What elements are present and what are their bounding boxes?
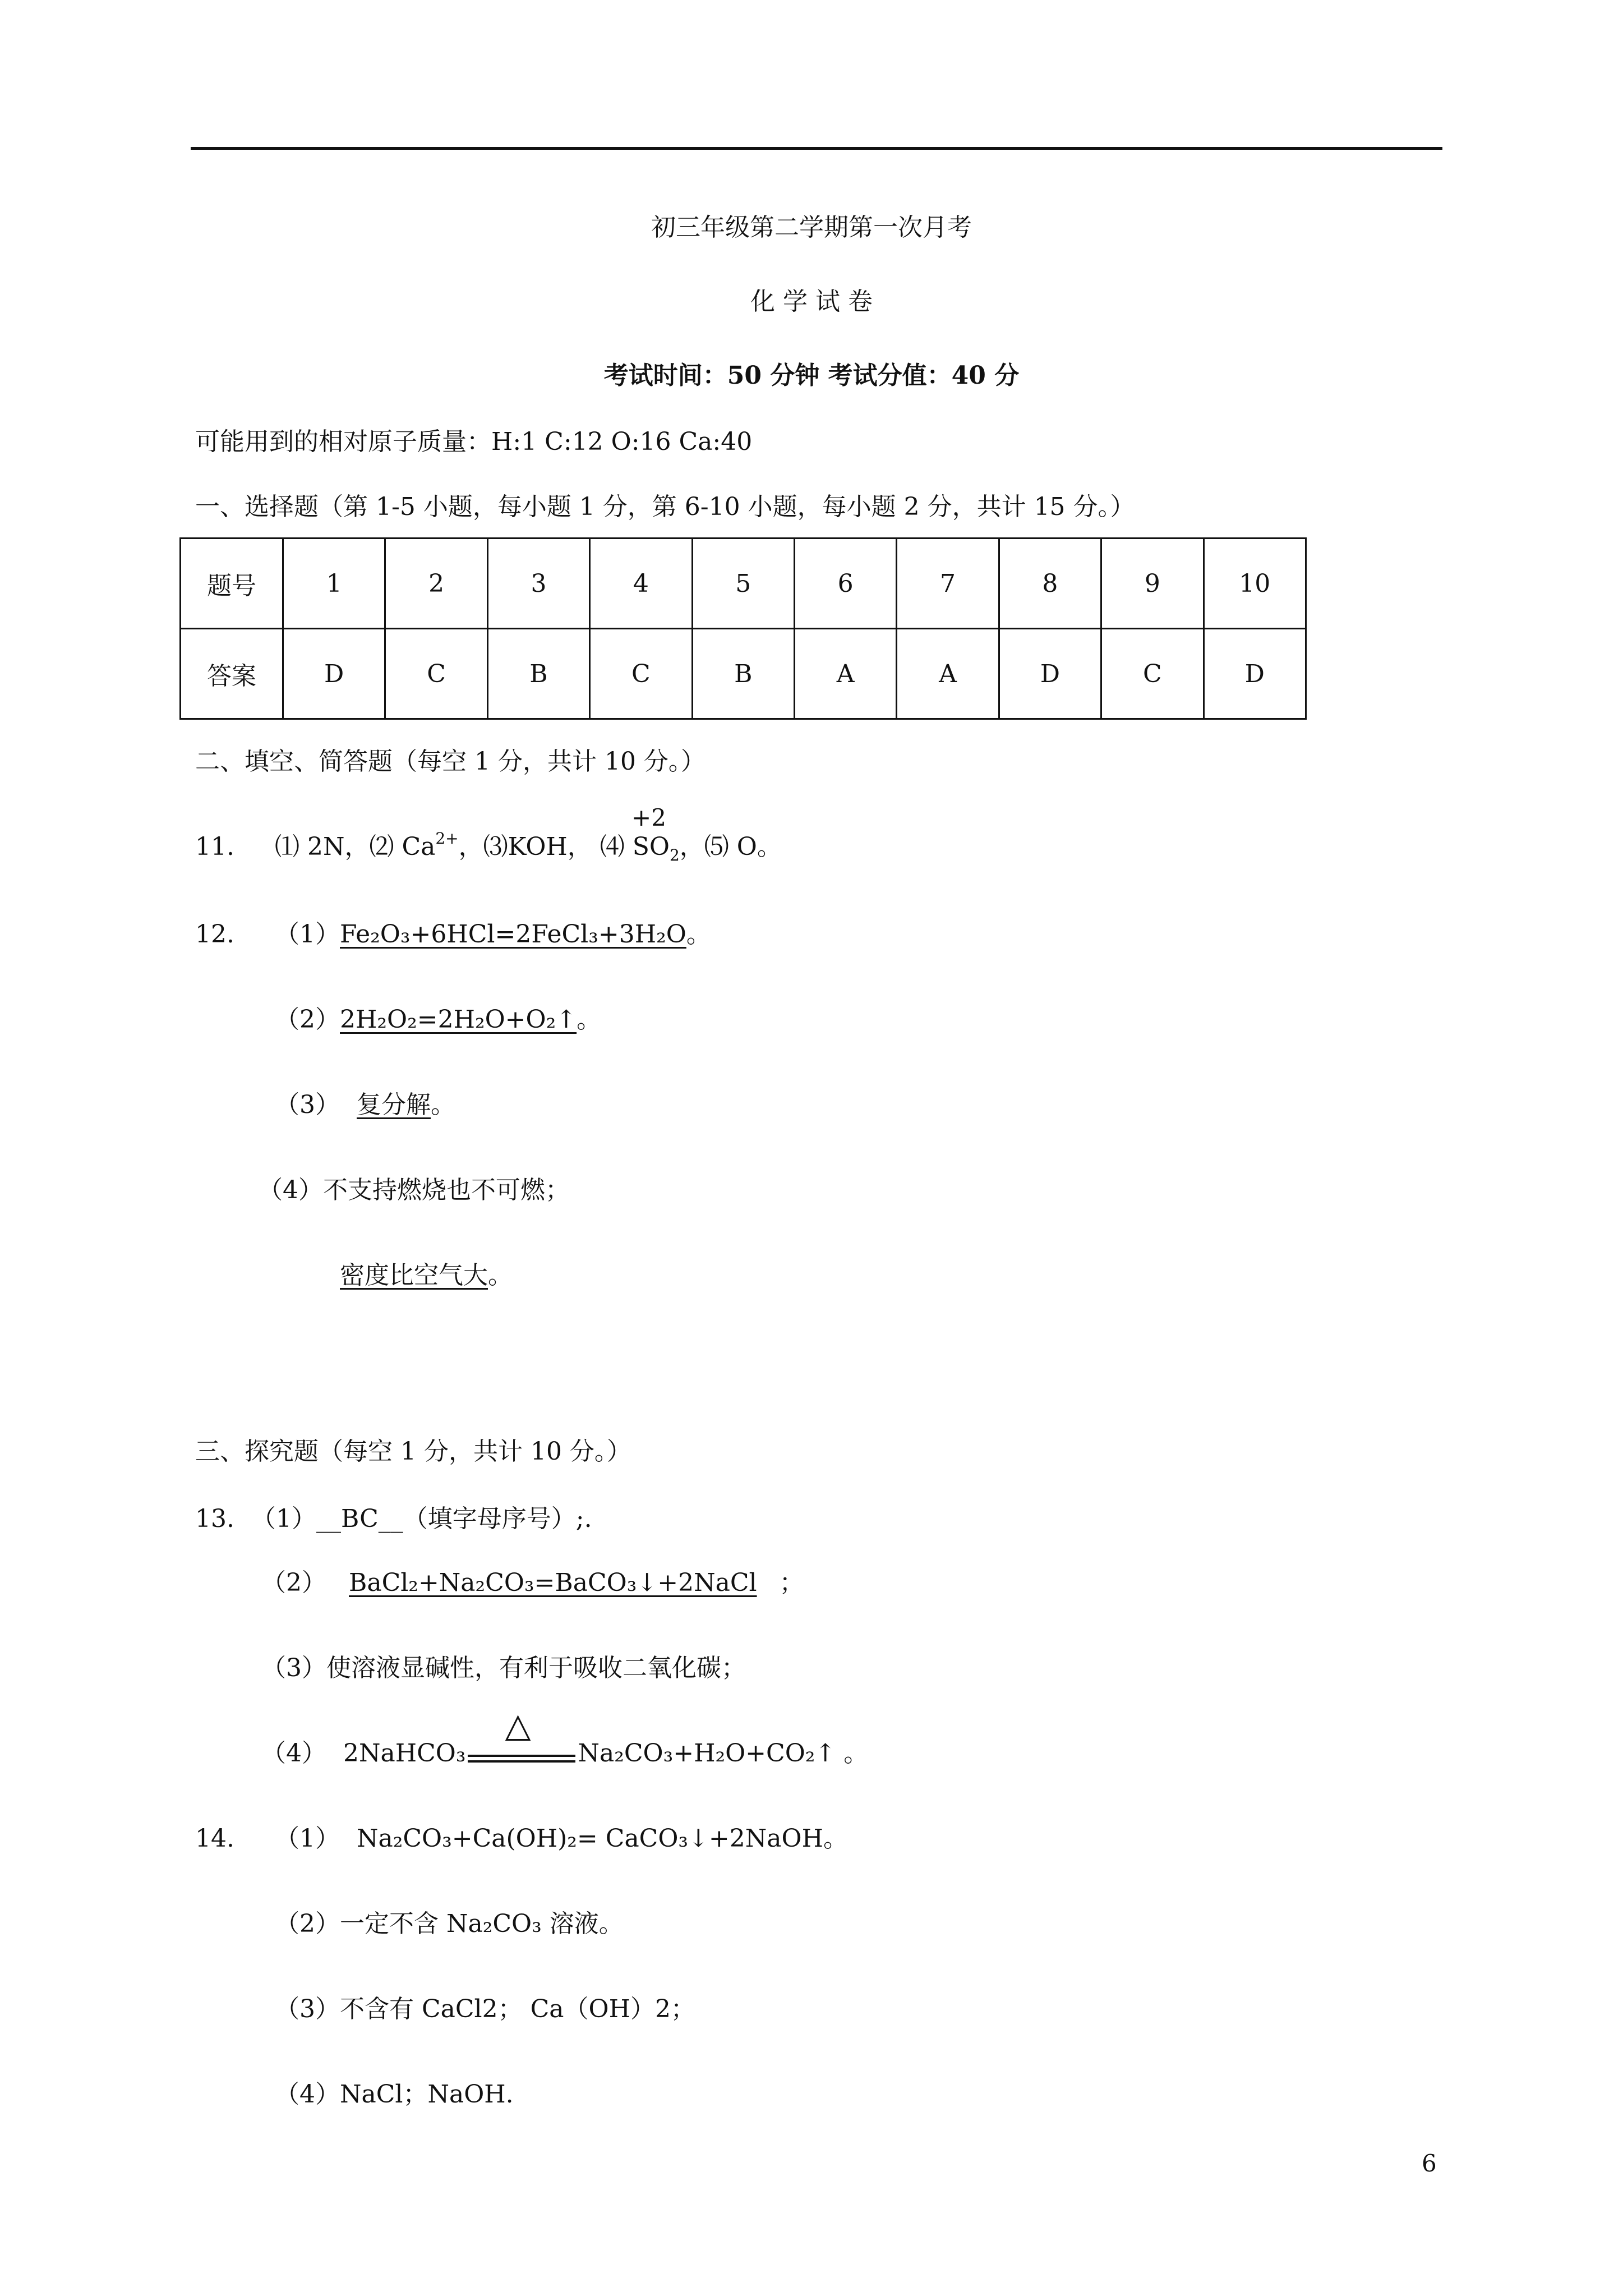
- answer-cell: B: [692, 629, 794, 719]
- q13-blank-1: __BC__: [316, 1504, 403, 1533]
- answer-cell: D: [1204, 629, 1306, 719]
- section3-heading: 三、探究题（每空 1 分，共计 10 分。）: [195, 1437, 631, 1466]
- q11-part3: ，⑸ O。: [679, 832, 782, 861]
- table-row-answers: [181, 629, 1306, 719]
- row-label-answer: 答案: [181, 629, 283, 719]
- q13-end-2: ；: [779, 1568, 804, 1597]
- q11-part1: ⑴ 2N，⑵ Ca: [274, 832, 436, 861]
- answer-cell: D: [999, 629, 1101, 719]
- q12-answer-1: [275, 919, 711, 950]
- answer-cell: B: [487, 629, 589, 719]
- question-number: 3: [487, 539, 589, 629]
- q13-answer-3: [261, 1653, 746, 1684]
- question-number: 5: [692, 539, 794, 629]
- question-number: 6: [794, 539, 896, 629]
- q12-label-1: （1）: [275, 920, 340, 949]
- question-number: 2: [385, 539, 487, 629]
- q12-end-2: 。: [577, 1005, 602, 1034]
- q12-number: 12.: [195, 920, 234, 949]
- calcium-charge: 2+: [435, 829, 459, 848]
- q12-answer-4b: [340, 1260, 513, 1291]
- q13-equation-2: BaCl₂+Na₂CO₃=BaCO₃↓+2NaCl: [349, 1568, 757, 1597]
- q14-equation-1: Na₂CO₃+Ca(OH)₂= CaCO₃↓+2NaOH。: [357, 1824, 848, 1853]
- answer-cell: D: [283, 629, 385, 719]
- paper-subtitle: 化 学 试 卷: [750, 287, 873, 316]
- exam-title: 初三年级第二学期第一次月考: [651, 213, 972, 242]
- q14-label-1: （1）: [275, 1824, 340, 1853]
- q14-answer-1: [275, 1823, 848, 1855]
- q14-text-4: NaCl；NaOH.: [340, 2080, 514, 2109]
- q14-label-2: （2）: [275, 1910, 340, 1938]
- q13-label-4: （4）: [261, 1739, 326, 1768]
- answer-table: [179, 537, 1307, 720]
- answer-cell: A: [897, 629, 999, 719]
- q11-part2: ，⑶KOH， ⑷ SO: [458, 832, 670, 861]
- q11-answer: [195, 831, 782, 863]
- question-number: 4: [590, 539, 692, 629]
- answer-cell: C: [590, 629, 692, 719]
- q12-answer-3: [275, 1089, 455, 1121]
- q13-suffix-1: （填字母序号）;.: [403, 1504, 592, 1533]
- q12-end-3: 。: [431, 1091, 455, 1119]
- q12-label-3: （3）: [275, 1091, 340, 1119]
- question-number: 7: [897, 539, 999, 629]
- question-number: 8: [999, 539, 1101, 629]
- question-number: 1: [283, 539, 385, 629]
- question-number: 9: [1101, 539, 1204, 629]
- q14-number: 14.: [195, 1824, 234, 1853]
- valence-mark: +2: [631, 804, 666, 831]
- q13-label-3: （3）: [261, 1654, 326, 1682]
- q12-equation-1: Fe₂O₃+6HCl=2FeCl₃+3H₂O: [340, 920, 686, 949]
- q13-number: 13.: [195, 1504, 234, 1533]
- q12-end-4: 。: [488, 1261, 513, 1290]
- page-number: 6: [1422, 2150, 1437, 2177]
- q12-answer-2: [275, 1004, 601, 1036]
- q13-label-1: （1）: [251, 1504, 316, 1533]
- exam-info: 考试时间：50 分钟 考试分值：40 分: [603, 361, 1020, 390]
- q14-text-3: （3）不含有 CaCl2； Ca（OH）2；: [275, 1995, 695, 2023]
- atomic-mass-note: 可能用到的相对原子质量：H:1 C:12 O:16 Ca:40: [195, 427, 753, 456]
- answer-cell: C: [1101, 629, 1204, 719]
- q13-reactant: 2NaHCO₃: [343, 1739, 466, 1768]
- q11-subscript: 2: [669, 846, 680, 864]
- q12-label-2: （2）: [275, 1005, 340, 1034]
- row-label-number: 题号: [181, 539, 283, 629]
- top-rule: [191, 147, 1442, 150]
- section2-heading: 二、填空、简答题（每空 1 分，共计 10 分。）: [195, 747, 706, 776]
- q13-text-3: 使溶液显碱性，有利于吸收二氧化碳；: [326, 1654, 746, 1682]
- q14-label-4: （4）: [275, 2080, 340, 2109]
- question-number: 10: [1204, 539, 1306, 629]
- q12-label-4: （4）: [258, 1176, 323, 1204]
- q14-text-2: 一定不含 Na₂CO₃ 溶液。: [340, 1910, 624, 1938]
- q13-answer-1: [195, 1503, 592, 1535]
- q14-answer-4: [275, 2079, 514, 2110]
- q12-equation-2: 2H₂O₂=2H₂O+O₂↑: [340, 1005, 577, 1034]
- answer-cell: C: [385, 629, 487, 719]
- q12-end-1: 。: [686, 920, 711, 949]
- q12-reaction-type: 复分解: [357, 1091, 431, 1119]
- q14-answer-2: [275, 1908, 624, 1940]
- table-row-numbers: [181, 539, 1306, 629]
- q13-answer-4: [261, 1706, 869, 1769]
- q13-label-2: （2）: [261, 1568, 326, 1597]
- q14-answer-3: [275, 1994, 695, 2025]
- q12-property-2: 密度比空气大: [340, 1261, 488, 1290]
- answer-cell: A: [794, 629, 896, 719]
- q12-answer-4: [258, 1175, 570, 1206]
- q13-products: Na₂CO₃+H₂O+CO₂↑ 。: [578, 1739, 869, 1768]
- q11-number: 11.: [195, 832, 234, 861]
- heating-condition: [465, 1706, 578, 1769]
- q12-property-1: 不支持燃烧也不可燃；: [323, 1176, 570, 1204]
- delta-icon: △: [505, 1706, 531, 1745]
- q13-answer-2: [261, 1567, 804, 1599]
- section1-heading: 一、选择题（第 1-5 小题，每小题 1 分，第 6-10 小题，每小题 2 分，共计 15 分。）: [195, 493, 1135, 521]
